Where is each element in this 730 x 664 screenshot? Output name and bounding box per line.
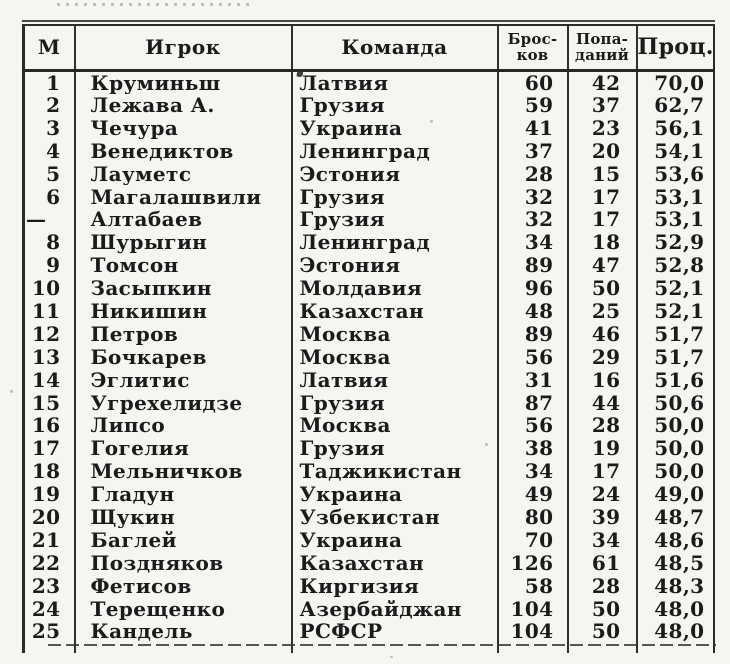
cell-rank: 23 [31, 574, 61, 598]
cell-rank: 19 [31, 482, 61, 506]
cell-team: Латвия [292, 368, 498, 391]
table-row [24, 528, 714, 551]
cell-attempts: 87 [498, 391, 568, 414]
cell-pct: 50,6 [637, 391, 714, 414]
table-row [24, 551, 714, 574]
cell-rank: 9 [46, 253, 61, 277]
cell-attempts: 89 [498, 254, 568, 277]
cell-pct: 52,9 [637, 231, 714, 254]
col-header-pct: Проц. [637, 26, 714, 70]
cell-rank: 15 [31, 391, 61, 414]
cell-player: Магалашвили [75, 185, 292, 208]
cell-rank: 13 [31, 345, 61, 369]
table-row [24, 139, 714, 162]
cell-made: 42 [568, 70, 637, 94]
cell-player: Круминьш [75, 70, 292, 94]
cell-pct: 48,6 [637, 528, 714, 551]
cell-team: Москва [292, 322, 498, 345]
cell-made: 46 [568, 322, 637, 345]
cell-rank: 2 [46, 93, 61, 117]
table-body [24, 70, 714, 643]
cell-team: Украина [292, 528, 498, 551]
table-top-rule-outer [22, 20, 715, 22]
cell-rank: — [26, 207, 45, 231]
cell-team: Грузия [292, 391, 498, 414]
table-row [24, 345, 714, 368]
cell-attempts: 56 [498, 414, 568, 437]
cell-made: 50 [568, 597, 637, 620]
cell-pct: 52,8 [637, 254, 714, 277]
table-row [24, 437, 714, 460]
cell-rank: 3 [46, 116, 61, 140]
cell-attempts: 96 [498, 277, 568, 300]
table-header [24, 26, 714, 70]
cell-made: 17 [568, 185, 637, 208]
cell-rank: 14 [31, 368, 61, 392]
header-row [24, 26, 714, 70]
cell-attempts: 37 [498, 139, 568, 162]
cell-made: 61 [568, 551, 637, 574]
table-row [24, 300, 714, 323]
cell-pct: 48,0 [637, 597, 714, 620]
cell-made: 28 [568, 414, 637, 437]
table-row [24, 620, 714, 643]
col-header-rank: М [24, 26, 75, 70]
cell-rank: 17 [31, 436, 61, 460]
cell-pct: 51,6 [637, 368, 714, 391]
cell-made: 34 [568, 528, 637, 551]
table-row [24, 506, 714, 529]
cell-made: 17 [568, 208, 637, 231]
stats-table [22, 26, 715, 653]
col-header-attempts-line1: Брос- [507, 30, 558, 49]
table-row [24, 94, 714, 117]
cell-attempts: 34 [498, 231, 568, 254]
cell-rank: 12 [31, 322, 61, 346]
cell-pct: 62,7 [637, 94, 714, 117]
cell-rank: 22 [31, 551, 61, 575]
cell-player: Шурыгин [75, 231, 292, 254]
cell-player: Угрехелидзе [75, 391, 292, 414]
table-row [24, 574, 714, 597]
table-row [24, 277, 714, 300]
cell-made: 47 [568, 254, 637, 277]
cell-team: Украина [292, 116, 498, 139]
cell-made: 39 [568, 506, 637, 529]
cell-player: Чечура [75, 116, 292, 139]
cell-pct: 53,6 [637, 162, 714, 185]
cell-rank: 16 [31, 413, 61, 437]
cell-player: Бочкарев [75, 345, 292, 368]
cell-attempts: 60 [498, 70, 568, 94]
cell-player: Гладун [75, 483, 292, 506]
cell-team: Украина [292, 483, 498, 506]
cell-player: Засыпкин [75, 277, 292, 300]
col-header-made-line1: Попа- [575, 30, 629, 49]
table-bottom-rule [48, 644, 716, 646]
table-row [24, 231, 714, 254]
col-header-player: Игрок [75, 26, 292, 70]
table-row [24, 208, 714, 231]
cell-pct: 48,5 [637, 551, 714, 574]
cell-player: Кандель [75, 620, 292, 643]
cell-team: Казахстан [292, 300, 498, 323]
cell-pct: 48,3 [637, 574, 714, 597]
cell-rank: 1 [46, 70, 61, 94]
cell-team: Латвия [292, 70, 498, 94]
table-row [24, 483, 714, 506]
table-row [24, 460, 714, 483]
cell-attempts: 31 [498, 368, 568, 391]
scan-speckle [10, 390, 13, 393]
cell-team: Киргизия [292, 574, 498, 597]
cell-made: 25 [568, 300, 637, 323]
cell-rank: 25 [31, 619, 61, 643]
col-header-made-line2: даний [575, 46, 629, 65]
cell-pct: 48,7 [637, 506, 714, 529]
cell-rank: 6 [46, 185, 61, 208]
cell-pct: 51,7 [637, 345, 714, 368]
shooting-stats-table [22, 20, 712, 660]
cell-made: 29 [568, 345, 637, 368]
cell-player: Лежава А. [75, 94, 292, 117]
cell-player: Гогелия [75, 437, 292, 460]
cell-rank: 21 [31, 528, 61, 552]
cell-rank: 11 [31, 299, 61, 323]
cell-player: Терещенко [75, 597, 292, 620]
cell-made: 17 [568, 460, 637, 483]
cell-team: Грузия [292, 208, 498, 231]
cell-attempts: 28 [498, 162, 568, 185]
cell-attempts: 49 [498, 483, 568, 506]
table-row [24, 391, 714, 414]
cell-pct: 51,7 [637, 322, 714, 345]
cell-pct: 50,0 [637, 414, 714, 437]
cell-made: 15 [568, 162, 637, 185]
cell-pct: 54,1 [637, 139, 714, 162]
table-row [24, 368, 714, 391]
cell-pct: 52,1 [637, 277, 714, 300]
cell-pct: 52,1 [637, 300, 714, 323]
col-header-made [568, 26, 637, 70]
cell-made: 20 [568, 139, 637, 162]
cell-attempts: 48 [498, 300, 568, 323]
table-row [24, 116, 714, 139]
cell-team: Узбекистан [292, 506, 498, 529]
cell-player: Алтабаев [75, 208, 292, 231]
table-row [24, 254, 714, 277]
cell-attempts: 32 [498, 208, 568, 231]
cell-made: 44 [568, 391, 637, 414]
cell-made: 16 [568, 368, 637, 391]
cell-team: Москва [292, 345, 498, 368]
cell-attempts: 56 [498, 345, 568, 368]
table-row [24, 162, 714, 185]
cell-rank: 20 [31, 505, 61, 529]
cell-team: Грузия [292, 437, 498, 460]
table-row [24, 322, 714, 345]
cell-attempts: 32 [498, 185, 568, 208]
table-row [24, 185, 714, 208]
cell-attempts: 104 [498, 597, 568, 620]
cell-pct: 70,0 [637, 70, 714, 94]
cell-team: Молдавия [292, 277, 498, 300]
cell-made: 24 [568, 483, 637, 506]
cell-pct: 48,0 [637, 620, 714, 643]
cell-team: Грузия [292, 185, 498, 208]
cell-attempts: 41 [498, 116, 568, 139]
table-row [24, 70, 714, 94]
cell-player: Липсо [75, 414, 292, 437]
cell-team: Грузия [292, 94, 498, 117]
cell-team: Эстония [292, 162, 498, 185]
table-row [24, 414, 714, 437]
cell-team: РСФСР [292, 620, 498, 643]
cell-player: Никишин [75, 300, 292, 323]
cell-team: Таджикистан [292, 460, 498, 483]
cell-pct: 49,0 [637, 483, 714, 506]
cell-team: Эстония [292, 254, 498, 277]
cell-attempts: 59 [498, 94, 568, 117]
col-header-attempts [498, 26, 568, 70]
cell-attempts: 89 [498, 322, 568, 345]
cell-pct: 50,0 [637, 460, 714, 483]
cell-made: 19 [568, 437, 637, 460]
cell-player: Петров [75, 322, 292, 345]
cell-made: 37 [568, 94, 637, 117]
col-header-team: Команда [292, 26, 498, 70]
cell-player: Лауметс [75, 162, 292, 185]
cell-made: 50 [568, 277, 637, 300]
cell-player: Щукин [75, 506, 292, 529]
cell-team: Казахстан [292, 551, 498, 574]
cell-player: Фетисов [75, 574, 292, 597]
scan-artifact-dotted-line [57, 3, 252, 6]
cell-attempts: 70 [498, 528, 568, 551]
cell-attempts: 104 [498, 620, 568, 643]
cell-player: Баглей [75, 528, 292, 551]
cell-pct: 53,1 [637, 208, 714, 231]
cell-rank: 10 [31, 276, 61, 300]
cell-made: 50 [568, 620, 637, 643]
cell-player: Мельничков [75, 460, 292, 483]
cell-made: 18 [568, 231, 637, 254]
cell-rank: 8 [46, 230, 61, 254]
table-row [24, 597, 714, 620]
cell-made: 23 [568, 116, 637, 139]
cell-pct: 53,1 [637, 185, 714, 208]
cell-pct: 56,1 [637, 116, 714, 139]
cell-attempts: 34 [498, 460, 568, 483]
cell-player: Эглитис [75, 368, 292, 391]
cell-attempts: 126 [498, 551, 568, 574]
cell-team: Москва [292, 414, 498, 437]
cell-player: Поздняков [75, 551, 292, 574]
col-header-attempts-line2: ков [516, 46, 549, 65]
cell-team: Ленинград [292, 231, 498, 254]
cell-rank: 5 [46, 162, 61, 186]
cell-made: 28 [568, 574, 637, 597]
cell-team: Ленинград [292, 139, 498, 162]
cell-attempts: 38 [498, 437, 568, 460]
cell-pct: 50,0 [637, 437, 714, 460]
cell-attempts: 58 [498, 574, 568, 597]
cell-rank: 24 [31, 597, 61, 620]
cell-player: Венедиктов [75, 139, 292, 162]
cell-team: Азербайджан [292, 597, 498, 620]
cell-rank: 4 [46, 139, 61, 163]
cell-rank: 18 [31, 459, 61, 483]
cell-player: Томсон [75, 254, 292, 277]
cell-attempts: 80 [498, 506, 568, 529]
